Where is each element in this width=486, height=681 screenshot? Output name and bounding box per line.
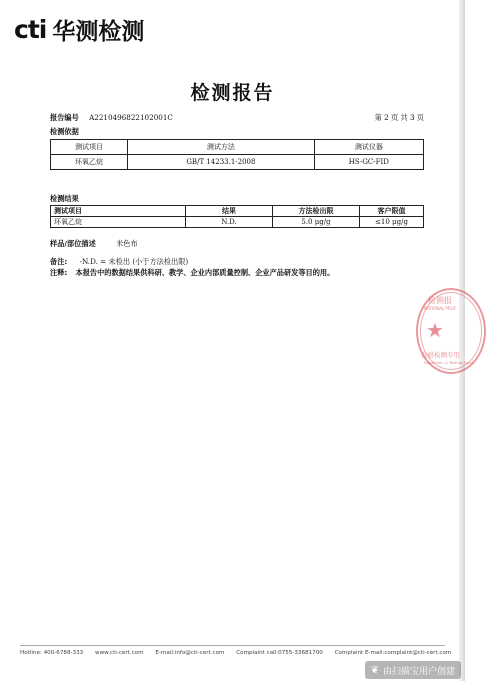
table-cell: HS-GC-FID xyxy=(314,155,423,170)
logo-mark: cti xyxy=(14,14,47,44)
footer-hotline: Hotline: 400-6788-333 xyxy=(20,650,84,656)
page-title: 检测报告 xyxy=(190,82,275,104)
remark-value: -N.D. = 未检出 (小于方法检出限) xyxy=(79,257,189,266)
scanner-watermark xyxy=(365,661,461,679)
table-cell: N.D. xyxy=(186,217,273,228)
table-header: 测试方法 xyxy=(128,140,315,155)
table-row xyxy=(51,206,424,217)
basis-table xyxy=(50,139,424,170)
table-header: 客户限值 xyxy=(360,206,424,217)
report-number-label: 报告编号 xyxy=(50,113,79,122)
report-number: A2210496822102001C xyxy=(89,113,173,122)
seal-tiny-text: Inspection & Testing Servi xyxy=(424,360,474,365)
seal-mid-text: NATIONAL PROF xyxy=(424,306,457,311)
company-name: 华测检测 xyxy=(52,18,145,45)
table-row xyxy=(51,140,424,155)
sample-value: 米色布 xyxy=(116,239,138,248)
table-header: 测试项目 xyxy=(51,140,128,155)
footer-email: E-mail:info@cti-cert.com xyxy=(155,650,225,656)
remark-label: 备注: xyxy=(50,257,68,266)
note-row xyxy=(50,268,334,278)
results-section-title: 检测结果 xyxy=(50,194,79,203)
seal-star-icon: ★ xyxy=(426,318,444,342)
footer xyxy=(20,650,460,656)
footer-complaint-call: Complaint call:0755-33681700 xyxy=(236,650,323,656)
butterfly-icon: ❦ xyxy=(370,664,379,676)
footer-divider xyxy=(20,645,445,646)
table-cell: 环氧乙烷 xyxy=(51,217,186,228)
footer-web: www.cti-cert.com xyxy=(95,650,144,656)
seal-bottom-text: 合格检测专用 xyxy=(421,351,460,359)
report-number-row xyxy=(50,113,173,123)
table-cell: 5.0 μg/g xyxy=(273,217,360,228)
note-label: 注释: xyxy=(50,268,68,277)
results-table xyxy=(50,205,424,228)
watermark-text: 由扫描宝用户创建 xyxy=(382,666,455,677)
table-header: 测试项目 xyxy=(51,206,186,217)
remark-row xyxy=(50,257,188,267)
table-row xyxy=(51,217,424,228)
footer-complaint-email: Complaint E-mail:complaint@cti-cert.com xyxy=(334,650,452,656)
page-info: 第 2 页 共 3 页 xyxy=(374,113,424,122)
note-value: 本报告中的数据结果供科研、教学、企业内部质量控制、企业产品研发等目的用。 xyxy=(75,268,335,277)
sample-label: 样品/部位描述 xyxy=(50,239,96,248)
table-cell: GB/T 14233.1-2008 xyxy=(128,155,315,170)
seal-top-text: 检测报 xyxy=(428,296,452,305)
company-logo xyxy=(14,14,145,45)
table-header: 结果 xyxy=(186,206,273,217)
table-header: 测试仪器 xyxy=(314,140,423,155)
table-row xyxy=(51,155,424,170)
table-cell: 环氧乙烷 xyxy=(51,155,128,170)
sample-row xyxy=(50,239,138,249)
basis-section-title: 检测依据 xyxy=(50,127,79,136)
table-cell: ≤10 μg/g xyxy=(360,217,424,228)
table-header: 方法检出限 xyxy=(273,206,360,217)
